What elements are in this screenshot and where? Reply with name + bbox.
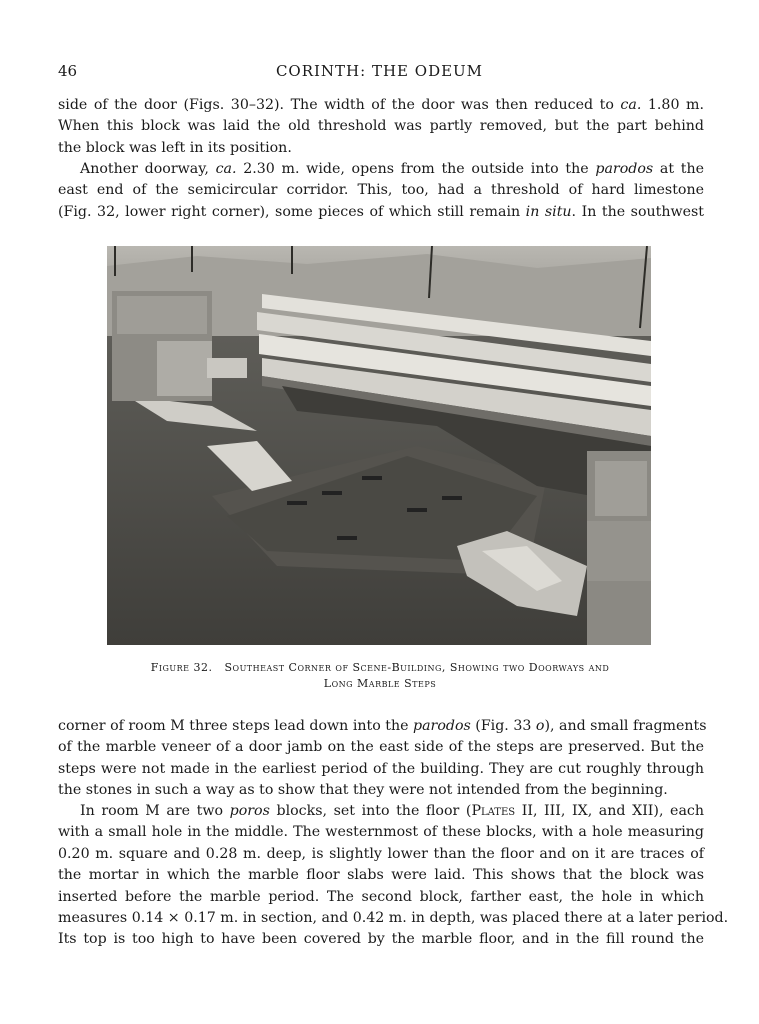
running-title: CORINTH: THE ODEUM bbox=[275, 62, 484, 80]
text-line: measures 0.14 × 0.17 m. in section, and 0.42 m. in depth, was placed there at a later period. bbox=[58, 910, 729, 927]
text-line: the mortar in which the marble floor slabs were laid. This shows that the block was bbox=[58, 867, 704, 884]
text-line: the block was left in its position. bbox=[58, 139, 292, 156]
text-line: 0.20 m. square and 0.28 m. deep, is slightly lower than the floor and on it are traces of bbox=[58, 845, 704, 862]
caption-text: Long Marble Steps bbox=[323, 677, 437, 690]
paragraph-3 bbox=[58, 716, 707, 802]
text-line: east end of the semicircular corridor. This, too, had a threshold of hard limestone bbox=[58, 182, 704, 199]
caption-text: Southeast Corner of Scene-Building, Showing two Doorways and bbox=[224, 661, 610, 674]
paragraph-1 bbox=[58, 95, 704, 159]
text-line: In room M are two poros blocks, set into the floor (Plates II, III, IX, and XII), each bbox=[80, 803, 704, 819]
text-line: Another doorway, ca. 2.30 m. wide, opens from the outside into the parodos at the bbox=[80, 161, 704, 177]
text-line: When this block was laid the old threshold was partly removed, but the part behind bbox=[58, 118, 704, 135]
text-line: Its top is too high to have been covered by the marble floor, and in the fill round the bbox=[58, 931, 704, 948]
text-line: with a small hole in the middle. The westernmost of these blocks, with a hole measuring bbox=[58, 824, 704, 841]
figure-photo bbox=[107, 246, 651, 645]
paragraph-4 bbox=[58, 801, 729, 951]
figure-label: Figure 32. bbox=[150, 661, 213, 674]
text-line: inserted before the marble period. The second block, farther east, the hole in which bbox=[58, 888, 704, 905]
figure-caption bbox=[100, 660, 660, 692]
text-line: the stones in such a way as to show that they were not intended from the beginning. bbox=[58, 782, 668, 799]
page-number: 46 bbox=[58, 62, 78, 80]
text-line: side of the door (Figs. 30–32). The width of the door was then reduced to ca. 1.80 m. bbox=[58, 97, 704, 113]
text-line: steps were not made in the earliest period of the building. They are cut roughly through bbox=[58, 760, 704, 777]
text-line: (Fig. 32, lower right corner), some pieces of which still remain in situ. In the southwest bbox=[58, 203, 704, 220]
text-line: corner of room M three steps lead down into the parodos (Fig. 33 o), and small fragments bbox=[58, 718, 707, 734]
text-line: of the marble veneer of a door jamb on the east side of the steps are preserved. But the bbox=[58, 739, 704, 756]
paragraph-2 bbox=[58, 159, 704, 223]
